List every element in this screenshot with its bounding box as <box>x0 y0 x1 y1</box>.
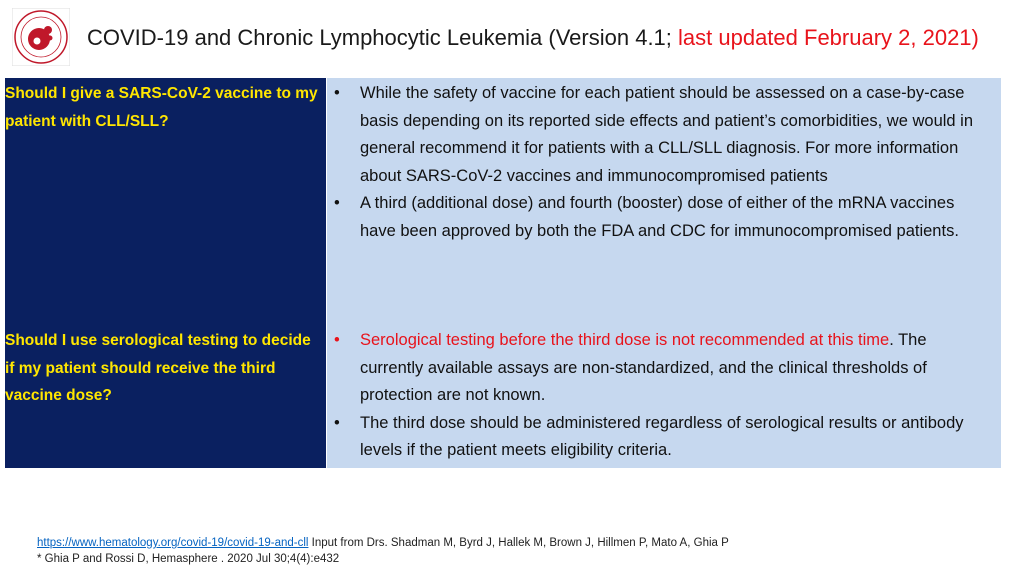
bullet-icon: • <box>334 194 340 212</box>
page-title <box>87 24 979 52</box>
question-1: Should I give a SARS-CoV-2 vaccine to my patient with CLL/SLL? <box>5 85 318 130</box>
society-logo <box>12 8 70 66</box>
answer-1-bullet-1 <box>327 80 987 190</box>
bullet-icon: • <box>334 331 340 349</box>
footer <box>37 535 729 567</box>
bullet-text: . The currently available assays are non-standardized, and the clinical thresholds of protection are not known. <box>360 331 927 404</box>
question-2: Should I use serological testing to decide if my patient should receive the third vaccine dose? <box>5 332 311 404</box>
answer-2 <box>327 327 987 465</box>
source-credits: Input from Drs. Shadman M, Byrd J, Hallek M, Brown J, Hillmen P, Mato A, Ghia P <box>308 537 729 549</box>
bullet-text: A third (additional dose) and fourth (booster) dose of either of the mRNA vaccines have been approved by both the FDA and CDC for immunocompromised patients. <box>360 194 959 240</box>
answer-1 <box>327 80 987 245</box>
bullet-text: While the safety of vaccine for each patient should be assessed on a case-by-case basis depending on its reported side effects and patient’s comorbidities, we would in general recommend it for patients with a CLL/SLL diagnosis. For more information about SARS-CoV-2 vaccines and immunocompromised patients <box>360 84 974 185</box>
bullet-text-highlight: Serological testing before the third dose is not recommended at this time <box>360 331 890 349</box>
footer-line-1 <box>37 535 729 551</box>
answer-1-bullet-2 <box>327 190 987 245</box>
question-column <box>5 78 327 468</box>
footer-citation: * Ghia P and Rossi D, Hemasphere . 2020 Jul 30;4(4):e432 <box>37 553 340 565</box>
title-main: COVID-19 and Chronic Lymphocytic Leukemia (Version 4.1; <box>87 25 679 50</box>
bullet-icon: • <box>334 413 340 432</box>
source-link[interactable]: https://www.hematology.org/covid-19/covid-19-and-cll <box>37 537 309 549</box>
society-seal-icon <box>12 8 70 66</box>
answer-2-bullet-2 <box>327 410 987 465</box>
bullet-text: The third dose should be administered regardless of serological results or antibody levels if the patient meets eligibility criteria. <box>360 413 964 459</box>
answer-2-bullet-1 <box>327 327 987 410</box>
bullet-icon: • <box>334 84 340 102</box>
title-update: last updated February 2, 2021) <box>678 25 979 50</box>
